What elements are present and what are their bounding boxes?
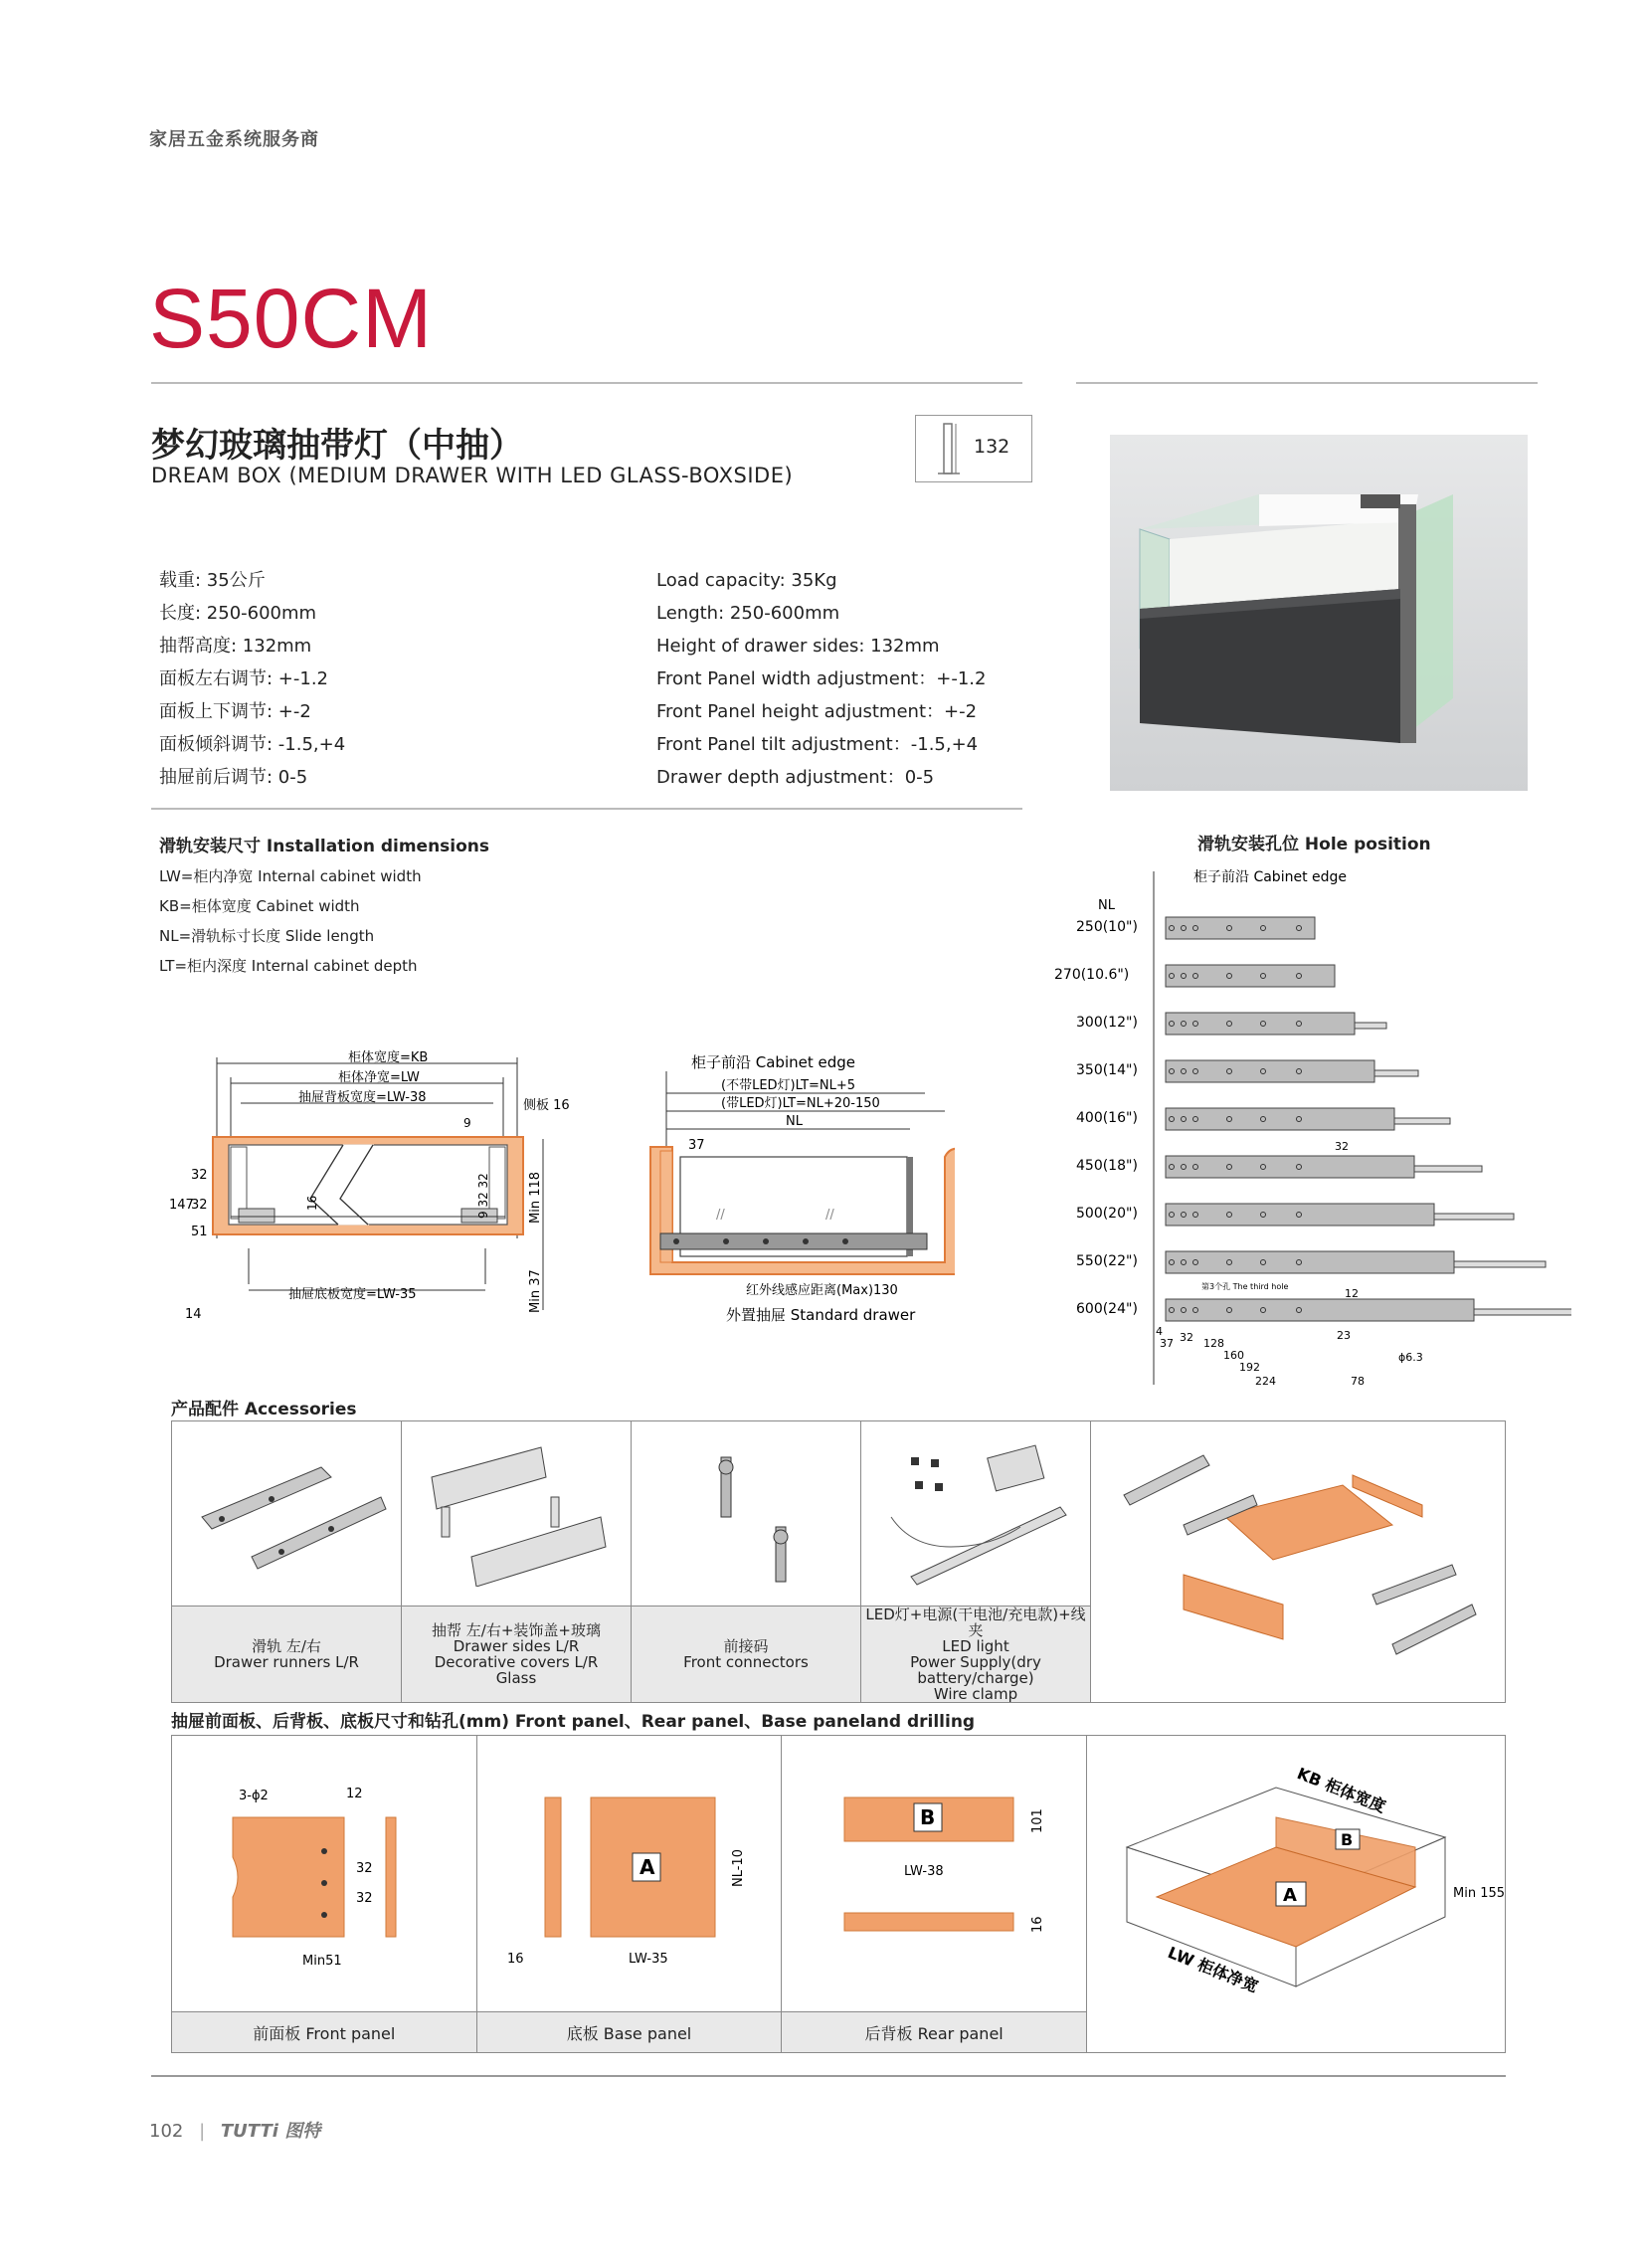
rail-bar — [1166, 1299, 1474, 1321]
rp-16: 16 — [1030, 1915, 1046, 1933]
caption-en: Decorative covers L/R — [434, 1653, 599, 1671]
runners-image — [172, 1421, 402, 1606]
header-tagline: 家居五金系统服务商 — [149, 129, 319, 150]
hp-phi: ϕ6.3 — [1398, 1351, 1423, 1364]
bp-lw35: LW-35 — [629, 1951, 669, 1967]
min37-label: Min 37 — [528, 1269, 543, 1313]
base-panel-drawing — [479, 1738, 778, 2006]
kb-label: 柜体宽度=KB — [348, 1050, 429, 1065]
legend-item: NL=滑轨标寸长度 Slide length — [159, 927, 375, 945]
rail-size-label: 400(16") — [1076, 1110, 1138, 1126]
side-label: 侧板 16 — [523, 1098, 570, 1113]
model-title: S50CM — [149, 272, 434, 365]
hp-224: 224 — [1255, 1375, 1276, 1388]
hp-128: 128 — [1203, 1337, 1224, 1350]
brand-logo: TUTTi 图特 — [220, 2121, 321, 2142]
front-connector-icon — [641, 1437, 850, 1587]
caption-cn: 前接码 — [723, 1637, 769, 1655]
connectors-caption — [632, 1606, 861, 1703]
fp-holes: 3-ϕ2 — [238, 1788, 269, 1803]
spec-en: Front Panel height adjustment：+-2 — [656, 701, 978, 722]
rear-letter: B — [920, 1804, 936, 1829]
rear-panel-drawing — [785, 1738, 1083, 2006]
rail-bar — [1166, 965, 1335, 987]
base-width-label: 抽屉底板宽度=LW-35 — [288, 1287, 417, 1302]
nl-label: NL — [786, 1114, 803, 1129]
spec-en: Front Panel tilt adjustment：-1.5,+4 — [656, 734, 979, 755]
height-value: 132 — [974, 436, 1010, 458]
caption-en: Wire clamp — [933, 1685, 1018, 1703]
rp-lw38: LW-38 — [904, 1863, 944, 1879]
legend-item: LW=柜内净宽 Internal cabinet width — [159, 867, 422, 885]
rail-extension — [1394, 1118, 1450, 1124]
rail-extension — [1414, 1166, 1482, 1172]
spec-cn: 面板左右调节: +-1.2 — [159, 668, 328, 689]
hp-192: 192 — [1239, 1361, 1260, 1374]
dim-37: 37 — [688, 1138, 705, 1153]
nl-col-label: NL — [1098, 898, 1115, 913]
spec-en: Length: 250-600mm — [656, 603, 840, 624]
led-light-icon — [871, 1437, 1080, 1587]
spec-cn: 抽屉前后调节: 0-5 — [159, 767, 308, 788]
lw-label: 柜体净宽=LW — [338, 1070, 420, 1085]
hp-32: 32 — [1180, 1331, 1193, 1344]
spec-en: Front Panel width adjustment：+-1.2 — [656, 668, 987, 689]
rail-size-label: 550(22") — [1076, 1253, 1138, 1269]
caption-en: Front connectors — [683, 1653, 809, 1671]
hole-edge-label: 柜子前沿 Cabinet edge — [1193, 869, 1348, 885]
rail-bar — [1166, 1204, 1434, 1226]
sides-image — [402, 1421, 632, 1606]
front-panel-cell — [172, 1736, 477, 2012]
drawer-exploded-icon — [1094, 1435, 1502, 1684]
rail-size-label: 350(14") — [1076, 1062, 1138, 1078]
hp-12: 12 — [1345, 1287, 1359, 1300]
installation-heading: 滑轨安装尺寸 Installation dimensions — [159, 837, 490, 856]
rail-bar — [1166, 917, 1315, 939]
runners-caption — [172, 1606, 402, 1703]
caption-en: Glass — [495, 1669, 537, 1687]
dim-147: 147 — [169, 1198, 194, 1213]
caption-cn: 抽帮 左/右+装饰盖+玻璃 — [432, 1621, 601, 1639]
product-photo — [1110, 435, 1528, 791]
iso-b: B — [1341, 1830, 1354, 1849]
fp-32a: 32 — [355, 1860, 373, 1876]
spec-cn: 长度: 250-600mm — [159, 603, 317, 624]
hp-160: 160 — [1223, 1349, 1244, 1362]
iso-kb: KB 柜体宽度 — [1294, 1764, 1388, 1816]
standard-drawer-caption: 外置抽屉 Standard drawer — [726, 1306, 916, 1324]
base-panel-caption: 底板 Base panel — [476, 2012, 782, 2053]
divider — [1076, 382, 1538, 384]
rail-size-label: 270(10.6") — [1054, 967, 1130, 983]
rail-bar — [1166, 1156, 1414, 1178]
hp-78: 78 — [1351, 1375, 1365, 1388]
iso-lw: LW 柜体净宽 — [1165, 1943, 1261, 1996]
base-panel-cell — [476, 1736, 782, 2012]
base-letter: A — [640, 1854, 655, 1879]
svg-text://: // — [825, 1208, 834, 1223]
divider — [151, 808, 1022, 810]
drawer-runner-icon — [182, 1437, 391, 1587]
front-panel-caption: 前面板 Front panel — [172, 2012, 477, 2053]
rail-extension — [1474, 1309, 1571, 1315]
footer: 102 | TUTTi 图特 — [149, 2121, 321, 2142]
dim-9: 9 — [463, 1116, 471, 1130]
front-panel-drawing — [175, 1738, 473, 2006]
rail-size-label: 250(10") — [1076, 919, 1138, 935]
iso-cell — [1087, 1736, 1506, 2053]
iso-min155: Min 155 — [1453, 1886, 1505, 1901]
caption-en: Power Supply(dry battery/charge) — [910, 1653, 1041, 1687]
side-view-diagram — [637, 1049, 955, 1338]
rail-size-label: 600(24") — [1076, 1301, 1138, 1317]
ir-distance: 红外线感应距离(Max)130 — [746, 1283, 898, 1298]
height-badge — [915, 415, 1032, 482]
rail-extension — [1434, 1214, 1514, 1220]
spec-cn: 载重: 35公斤 — [159, 570, 266, 591]
sides-caption — [402, 1606, 632, 1703]
spec-cn: 抽帮高度: 132mm — [159, 636, 312, 657]
fp-min51: Min51 — [301, 1953, 342, 1969]
panels-table — [171, 1735, 1506, 2053]
led-caption — [861, 1606, 1091, 1703]
lt-led: (带LED灯)LT=NL+20-150 — [721, 1096, 880, 1111]
footer-divider — [151, 2075, 1506, 2077]
hp-37: 37 — [1160, 1337, 1174, 1350]
rail-bar — [1166, 1108, 1394, 1130]
dim-16: 16 — [305, 1195, 319, 1211]
spec-en: Load capacity: 35Kg — [656, 570, 837, 591]
rail-extension — [1355, 1023, 1386, 1029]
specs-cn — [159, 564, 345, 794]
hp-32b: 32 — [1335, 1140, 1349, 1153]
rail-extension — [1374, 1070, 1418, 1076]
cabinet-iso-drawing — [1087, 1738, 1505, 2046]
dim-14: 14 — [185, 1307, 202, 1322]
rail-size-label: 300(12") — [1076, 1015, 1138, 1031]
rp-101: 101 — [1030, 1807, 1046, 1833]
divider — [151, 382, 1022, 384]
spec-en: Drawer depth adjustment：0-5 — [656, 767, 935, 788]
bp-nl10: NL-10 — [731, 1848, 747, 1887]
bp-16: 16 — [507, 1951, 525, 1967]
svg-text://: // — [716, 1208, 725, 1223]
panels-heading: 抽屉前面板、后背板、底板尺寸和钻孔(mm) Front panel、Rear panel、Base paneland drilling — [171, 1712, 976, 1732]
dim-32b: 32 — [191, 1198, 208, 1213]
rail-size-label: 450(18") — [1076, 1158, 1138, 1174]
exploded-view-image — [1091, 1421, 1506, 1703]
installation-legend — [159, 861, 422, 981]
legend-item: LT=柜内深度 Internal cabinet depth — [159, 957, 418, 975]
spec-cn: 面板上下调节: +-2 — [159, 701, 311, 722]
caption-cn: 滑轨 左/右 — [252, 1637, 321, 1655]
rear-width-label: 抽屉背板宽度=LW-38 — [298, 1090, 427, 1105]
hole-position-diagram — [1054, 857, 1571, 1397]
rear-panel-cell — [782, 1736, 1087, 2012]
rail-bar — [1166, 1251, 1454, 1273]
front-view-diagram — [169, 1049, 587, 1338]
specs-en — [656, 564, 986, 794]
hp-23: 23 — [1337, 1329, 1351, 1342]
drawer-side-icon — [412, 1437, 621, 1587]
hole-position-heading: 滑轨安装孔位 Hole position — [1197, 835, 1431, 854]
led-image — [861, 1421, 1091, 1606]
third-hole-label: 第3个孔 The third hole — [1201, 1282, 1289, 1291]
spec-en: Height of drawer sides: 132mm — [656, 636, 940, 657]
product-title-cn: 梦幻玻璃抽带灯（中抽） — [151, 426, 523, 466]
caption-en: LED light — [942, 1637, 1009, 1655]
rail-extension — [1454, 1261, 1546, 1267]
fp-12: 12 — [345, 1786, 363, 1801]
hp-4: 4 — [1156, 1325, 1163, 1338]
rear-panel-caption: 后背板 Rear panel — [782, 2012, 1087, 2053]
lt-no-led: (不带LED灯)LT=NL+5 — [721, 1078, 856, 1093]
fp-32b: 32 — [355, 1890, 373, 1906]
caption-en: Drawer runners L/R — [214, 1653, 359, 1671]
legend-item: KB=柜体宽度 Cabinet width — [159, 897, 360, 915]
page-number: 102 — [149, 2121, 184, 2142]
iso-a: A — [1283, 1885, 1297, 1906]
min118-label: Min 118 — [528, 1171, 543, 1224]
connectors-image — [632, 1421, 861, 1606]
dim-9-32-32: 9 32 32 — [476, 1173, 490, 1219]
accessories-table — [171, 1420, 1506, 1703]
caption-cn: LED灯+电源(干电池/充电款)+线夹 — [865, 1606, 1086, 1639]
accessories-heading: 产品配件 Accessories — [171, 1400, 357, 1419]
rail-size-label: 500(20") — [1076, 1206, 1138, 1222]
rail-bar — [1166, 1060, 1374, 1082]
dim-51: 51 — [191, 1225, 208, 1239]
spec-cn: 面板倾斜调节: -1.5,+4 — [159, 734, 346, 755]
cabinet-edge-label: 柜子前沿 Cabinet edge — [691, 1053, 856, 1071]
caption-en: Drawer sides L/R — [453, 1637, 580, 1655]
product-title-en: DREAM BOX (MEDIUM DRAWER WITH LED GLASS-BOXSIDE) — [151, 464, 794, 487]
dim-32a: 32 — [191, 1168, 208, 1183]
